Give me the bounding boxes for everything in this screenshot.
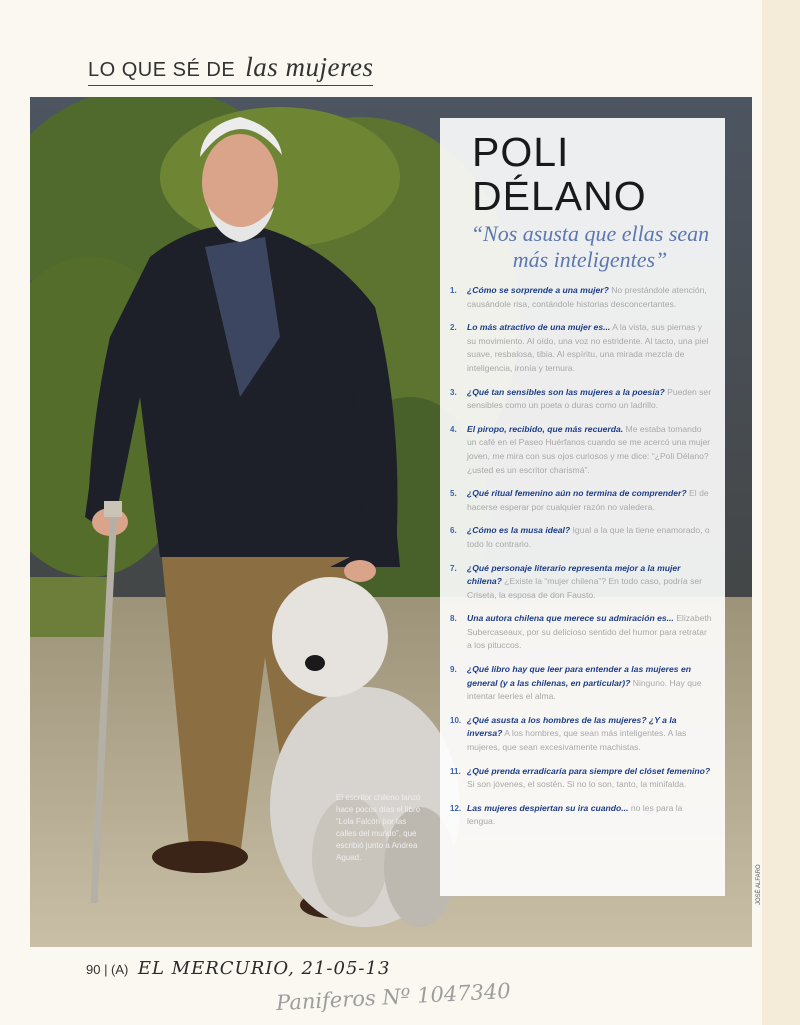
page-footer bbox=[86, 958, 390, 979]
qa-answer: ¿Existe la “mujer chilena”? En todo caso, podría ser Criseta, la esposa de don Fausto. bbox=[467, 576, 703, 600]
qa-question: ¿Cómo se sorprende a una mujer? bbox=[467, 285, 609, 295]
qa-item bbox=[450, 562, 712, 603]
qa-number: 4. bbox=[450, 424, 457, 434]
page-edge bbox=[762, 0, 800, 1025]
qa-number: 6. bbox=[450, 526, 457, 536]
qa-item bbox=[450, 423, 712, 477]
qa-question: ¿Qué asusta a los hombres de las mujeres? ¿Y a la inversa? bbox=[467, 714, 677, 739]
qa-answer: Si son jóvenes, el sostén. Si no lo son, tanto, la minifalda. bbox=[467, 779, 687, 790]
qa-question: ¿Qué ritual femenino aún no termina de comprender? bbox=[467, 488, 687, 499]
qa-item bbox=[450, 802, 712, 829]
name-line-1: POLI bbox=[472, 129, 570, 175]
qa-answer: El de hacerse esperar por cualquier razón no valedera. bbox=[467, 488, 709, 512]
qa-question: Lo más atractivo de una mujer es... bbox=[467, 322, 611, 333]
qa-question: ¿Qué tan sensibles son las mujeres a la poesía? bbox=[467, 386, 665, 397]
qa-item bbox=[450, 284, 712, 311]
qa-number: 7. bbox=[450, 563, 457, 573]
qa-number: 3. bbox=[450, 387, 457, 397]
section-header bbox=[88, 52, 373, 86]
qa-number: 11. bbox=[450, 766, 461, 776]
photo-credit: JOSÉ ALFARO bbox=[756, 864, 762, 905]
qa-item bbox=[450, 714, 712, 755]
qa-number: 12. bbox=[450, 803, 462, 813]
qa-answer: No prestándole atención, causándole risa, contándole historias desconcertantes. bbox=[467, 285, 707, 309]
qa-question: ¿Cómo es la musa ideal? bbox=[467, 525, 571, 536]
qa-item bbox=[450, 487, 712, 514]
page-number: 90 | (A) bbox=[86, 962, 129, 977]
qa-number: 9. bbox=[450, 665, 457, 675]
qa-question: ¿Qué prenda erradicaría para siempre del clóset femenino? bbox=[467, 765, 711, 776]
qa-answer: no les para la lengua. bbox=[467, 802, 683, 827]
qa-question: Las mujeres despiertan su ira cuando... bbox=[467, 802, 629, 813]
qa-list bbox=[450, 284, 712, 839]
qa-item bbox=[450, 663, 712, 704]
qa-question: Una autora chilena que merece su admiración es... bbox=[467, 613, 674, 624]
qa-answer: Ninguno. Hay que intentar leerles el alma. bbox=[467, 677, 702, 702]
qa-answer: Pueden ser sensibles como un poeta o duras como un ladrillo. bbox=[467, 386, 712, 411]
qa-answer: Me estaba tomando un café en el Paseo Huérfanos cuando se me acercó una mujer joven, me mira con sus ojos curiosos y me dice: “¿Poli Délano? ¿usted es un escritor charismá”. bbox=[467, 423, 711, 475]
qa-answer: Igual a la que la tiene enamorado, o todo lo contrario. bbox=[467, 525, 710, 549]
qa-item bbox=[450, 765, 712, 792]
qa-question: ¿Qué libro hay que leer para entender a las mujeres en general (y a las chilenas, en particular)? bbox=[467, 664, 691, 688]
handwritten-source: EL MERCURIO, 21-05-13 bbox=[137, 958, 391, 979]
qa-item bbox=[450, 524, 712, 551]
name-line-2: DÉLANO bbox=[472, 173, 647, 219]
qa-number: 5. bbox=[450, 489, 457, 499]
qa-answer: A los hombres, que sean más inteligentes. A las mujeres, que sean excesivamente machistas. bbox=[467, 728, 687, 753]
qa-question: El piropo, recibido, que más recuerda. bbox=[467, 423, 624, 434]
subject-name bbox=[472, 130, 722, 218]
qa-number: 2. bbox=[450, 323, 457, 333]
header-prefix: LO QUE SÉ DE bbox=[88, 59, 236, 81]
qa-item bbox=[450, 321, 712, 375]
qa-answer: A la vista, sus piernas y su movimiento. Al oído, una voz no estridente. Al tacto, una piel suave, resbalosa, tibia. Al espíritu, una mirada mezcla de inteligencia, ironía y ternura. bbox=[467, 322, 709, 373]
qa-question: ¿Qué personaje literario representa mejor a la mujer chilena? bbox=[467, 562, 681, 587]
archive-stamp: Paniferos Nº 1047340 bbox=[275, 978, 512, 1016]
qa-number: 10. bbox=[450, 715, 462, 725]
qa-answer: Elizabeth Subercaseaux, por su delicioso sentido del humor para retratar a los pituccos. bbox=[467, 613, 712, 651]
qa-number: 8. bbox=[450, 614, 457, 624]
qa-number: 1. bbox=[450, 286, 457, 295]
interview-panel bbox=[440, 118, 725, 896]
qa-item bbox=[450, 612, 712, 653]
qa-item bbox=[450, 386, 712, 413]
pull-quote: “Nos asusta que ellas sean más inteligentes” bbox=[470, 221, 710, 272]
header-italic: las mujeres bbox=[245, 52, 374, 82]
photo-caption: El escritor chileno lanzó hace pocos días el libro “Lola Falcón por las calles del mundo”, que escribió junto a Andrea Aguad. bbox=[336, 793, 421, 862]
